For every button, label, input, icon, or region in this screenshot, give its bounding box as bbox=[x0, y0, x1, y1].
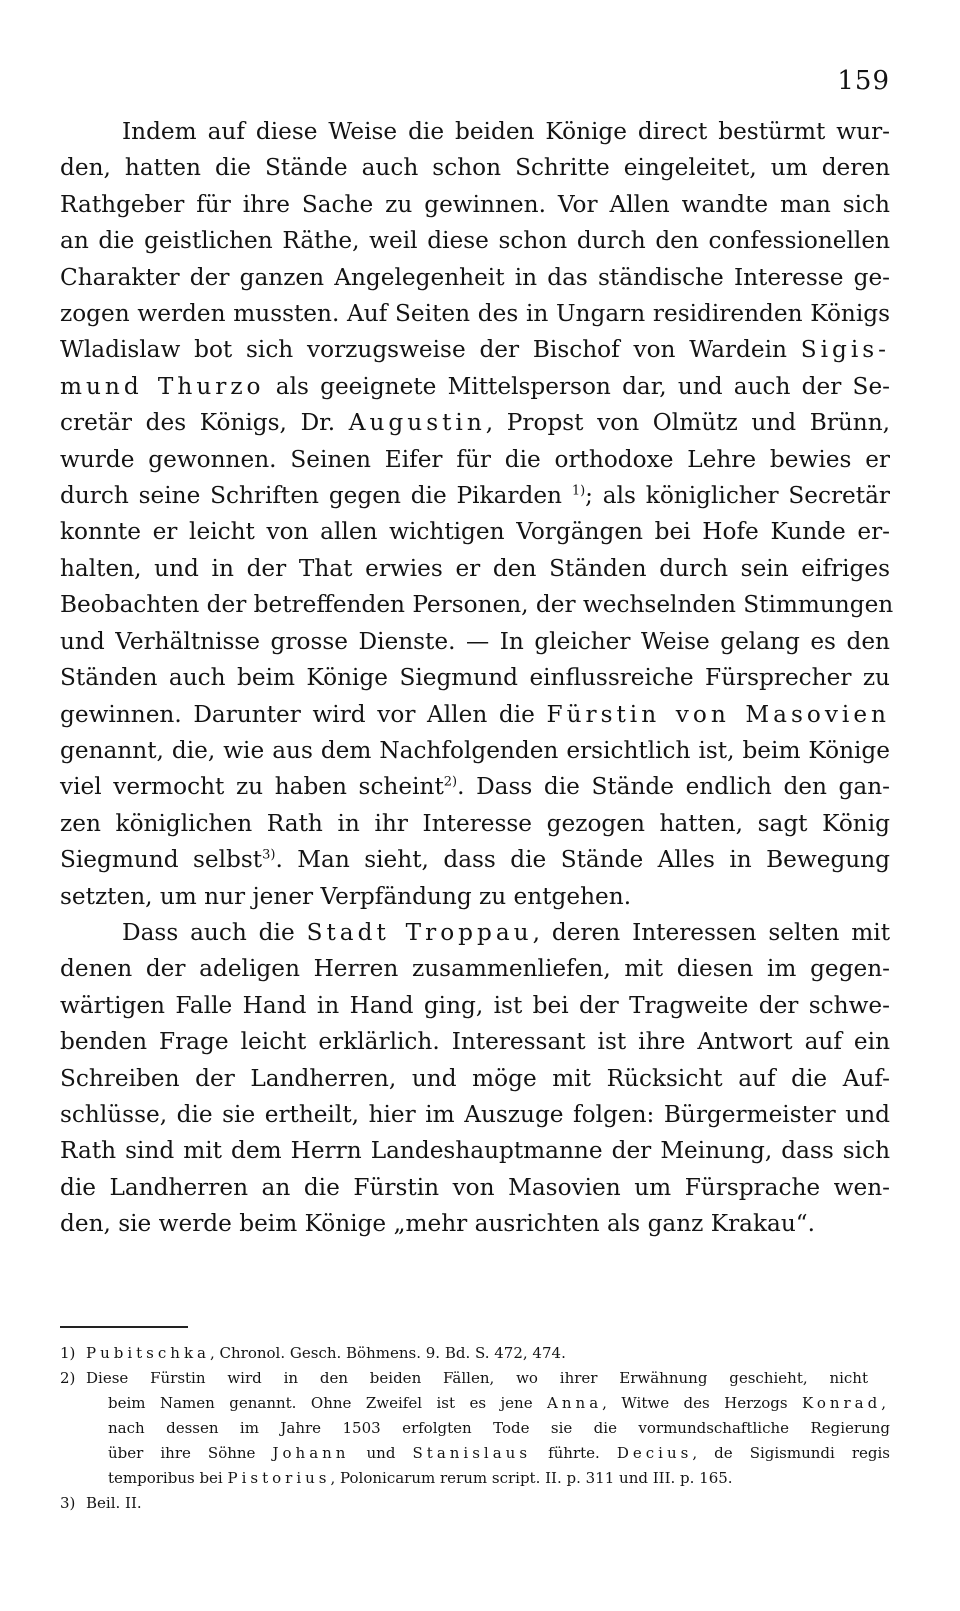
text-fragment: über ihre Söhne bbox=[108, 1444, 256, 1462]
footnote-mark: 3) bbox=[60, 1494, 76, 1512]
text-fragment: gewinnen. Darunter wird vor Allen die bbox=[60, 700, 535, 728]
spaced-name: Augustin bbox=[348, 409, 486, 437]
footnote-text-line: nach dessen im Jahre 1503 erfolgten Tode sie die vormundschaftliche Regierung bbox=[108, 1419, 890, 1437]
footnote-1 bbox=[60, 1341, 890, 1366]
footnote-text: Beil. II. bbox=[86, 1494, 142, 1512]
text-fragment: als geeignete Mittelsperson dar, und auch der Se- bbox=[275, 372, 890, 400]
text-line: zen königlichen Rath in ihr Interesse gezogen hatten, sagt König bbox=[60, 809, 890, 837]
text-line: wärtigen Falle Hand in Hand ging, ist bei der Tragweite der schwe- bbox=[60, 991, 890, 1019]
text-fragment: , Witwe des Herzogs bbox=[602, 1394, 788, 1412]
text-line bbox=[60, 478, 890, 514]
spaced-name: Sigis- bbox=[800, 336, 891, 364]
footnote-2 bbox=[60, 1366, 890, 1391]
text-fragment: , deren Interessen selten mit bbox=[532, 918, 891, 946]
text-line bbox=[60, 369, 890, 405]
text-line: Rath sind mit dem Herrn Landeshauptmanne der Meinung, dass sich bbox=[60, 1137, 890, 1165]
text-fragment: viel vermocht zu haben scheint bbox=[60, 773, 444, 801]
text-line: genannt, die, wie aus dem Nachfolgenden ersichtlich ist, beim Könige bbox=[60, 736, 890, 764]
text-fragment: , Propst von Olmütz und Brünn, bbox=[485, 409, 891, 437]
text-fragment: Dass auch die bbox=[122, 918, 295, 946]
spaced-name: Johann bbox=[272, 1444, 350, 1462]
main-text bbox=[60, 114, 894, 1243]
text-line: Schreiben der Landherren, und möge mit Rücksicht auf die Auf- bbox=[60, 1064, 890, 1092]
spaced-name: Anna bbox=[547, 1394, 603, 1412]
text-line bbox=[60, 769, 890, 805]
page-number: 159 bbox=[837, 66, 890, 96]
text-fragment: durch seine Schriften gegen die Pikarden bbox=[60, 482, 562, 510]
spaced-name: Fürstin von Masovien bbox=[546, 700, 890, 728]
text-line bbox=[60, 842, 890, 878]
text-fragment: , Polonicarum rerum script. II. p. 311 und III. p. 165. bbox=[330, 1469, 733, 1487]
footnote-text-line bbox=[60, 1391, 890, 1416]
spaced-name: Stanislaus bbox=[412, 1444, 532, 1462]
spaced-name: Decius bbox=[616, 1444, 693, 1462]
text-line: konnte er leicht von allen wichtigen Vorgängen bei Hofe Kunde er- bbox=[60, 518, 890, 546]
footnote-3 bbox=[60, 1491, 890, 1516]
text-line: die Landherren an die Fürstin von Masovien um Fürsprache wen- bbox=[60, 1173, 890, 1201]
text-line bbox=[60, 697, 890, 733]
text-line: denen der adeligen Herren zusammenliefen, mit diesen im gegen- bbox=[60, 955, 890, 983]
text-fragment: beim Namen genannt. Ohne Zweifel ist es jene bbox=[108, 1394, 533, 1412]
text-fragment: temporibus bei bbox=[108, 1469, 223, 1487]
footnote-ref: 3) bbox=[262, 847, 276, 863]
text-line: Rathgeber für ihre Sache zu gewinnen. Vor Allen wandte man sich bbox=[60, 190, 890, 218]
text-line: benden Frage leicht erklärlich. Interessant ist ihre Antwort auf ein bbox=[60, 1028, 890, 1056]
footnote-mark: 1) bbox=[60, 1344, 76, 1362]
footnotes bbox=[60, 1341, 890, 1516]
footnote-mark: 2) bbox=[60, 1369, 76, 1387]
text-line: setzten, um nur jener Verpfändung zu entgehen. bbox=[60, 882, 632, 910]
text-line bbox=[60, 332, 890, 368]
text-line: den, hatten die Stände auch schon Schritte eingeleitet, um deren bbox=[60, 154, 890, 182]
text-fragment: führte. bbox=[548, 1444, 600, 1462]
text-line: an die geistlichen Räthe, weil diese schon durch den confessionellen bbox=[60, 227, 890, 255]
text-fragment: ; als königlicher Secretär bbox=[585, 482, 890, 510]
text-fragment: . Dass die Stände endlich den gan- bbox=[457, 773, 890, 801]
text-fragment: und bbox=[366, 1444, 396, 1462]
footnote-text: Diese Fürstin wird in den beiden Fällen, wo ihrer Erwähnung geschieht, nicht bbox=[86, 1369, 868, 1387]
footnote-ref: 2) bbox=[443, 774, 458, 790]
footnote-text-line bbox=[60, 1466, 890, 1491]
text-line: Beobachten der betreffenden Personen, der wechselnden Stimmungen bbox=[60, 591, 894, 619]
footnote-text-line bbox=[60, 1441, 890, 1466]
text-line: Charakter der ganzen Angelegenheit in das ständische Interesse ge- bbox=[60, 263, 890, 291]
text-line: den, sie werde beim Könige „mehr ausrichten als ganz Krakau“. bbox=[60, 1210, 816, 1238]
spaced-name: Pistorius bbox=[227, 1469, 331, 1487]
text-line: schlüsse, die sie ertheilt, hier im Auszuge folgen: Bürgermeister und bbox=[60, 1100, 890, 1128]
text-line: zogen werden mussten. Auf Seiten des in Ungarn residirenden Königs bbox=[60, 300, 890, 328]
text-line bbox=[60, 405, 890, 441]
text-line: und Verhältnisse grosse Dienste. — In gleicher Weise gelang es den bbox=[60, 627, 890, 655]
text-fragment: cretär des Königs, Dr. bbox=[60, 409, 336, 437]
footnote-divider bbox=[60, 1326, 188, 1328]
text-line: halten, und in der That erwies er den Ständen durch sein eifriges bbox=[60, 554, 890, 582]
text-fragment: , de Sigismundi regis bbox=[692, 1444, 890, 1462]
text-line bbox=[60, 915, 890, 951]
spaced-name: Pubitschka bbox=[86, 1344, 210, 1362]
text-fragment: Wladislaw bot sich vorzugsweise der Bischof von Wardein bbox=[60, 336, 787, 364]
text-line: wurde gewonnen. Seinen Eifer für die orthodoxe Lehre bewies er bbox=[60, 445, 890, 473]
footnote-text: , Chronol. Gesch. Böhmens. 9. Bd. S. 472, 474. bbox=[209, 1344, 566, 1362]
text-line: Indem auf diese Weise die beiden Könige direct bestürmt wur- bbox=[122, 118, 890, 145]
text-fragment: Siegmund selbst bbox=[60, 846, 263, 874]
spaced-name: mund Thurzo bbox=[60, 372, 265, 400]
text-line: Ständen auch beim Könige Siegmund einflussreiche Fürsprecher zu bbox=[60, 664, 890, 692]
spaced-name: Stadt Troppau bbox=[306, 918, 533, 946]
spaced-name: Konrad, bbox=[802, 1394, 890, 1412]
text-fragment: . Man sieht, dass die Stände Alles in Bewegung bbox=[275, 846, 890, 874]
footnote-ref: 1) bbox=[571, 483, 586, 499]
